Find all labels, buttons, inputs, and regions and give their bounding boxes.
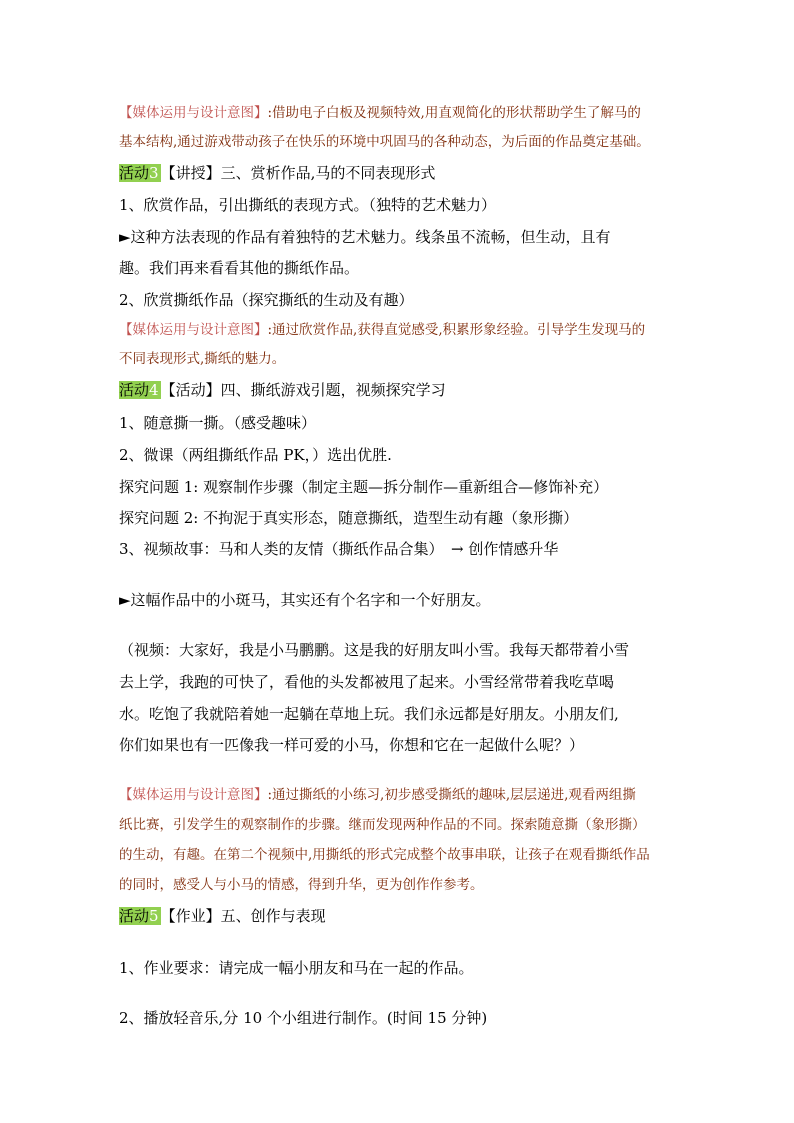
body-text: 2、微课（两组撕纸作品 PK，）选出优胜. — [119, 446, 392, 464]
activity-number: 5 — [149, 907, 159, 925]
body-text: 探究问题 2: 不拘泥于真实形态，随意撕纸，造型生动有趣（象形撕） — [119, 509, 579, 527]
body-text: 1、欣赏作品，引出撕纸的表现方式。（独特的艺术魅力） — [119, 196, 497, 214]
activity-tag — [119, 381, 161, 399]
body-text-line — [119, 539, 558, 559]
design-note-text: 的同时，感受人与小马的情感，得到升华，更为创作作参考。 — [119, 877, 484, 893]
body-text-line — [119, 958, 474, 978]
body-text: 1、作业要求：请完成一幅小朋友和马在一起的作品。 — [119, 959, 474, 977]
body-text-line — [119, 477, 608, 497]
body-text: 2、欣赏撕纸作品（探究撕纸的生动及有趣） — [119, 291, 414, 309]
body-text: 趣。我们再来看看其他的撕纸作品。 — [119, 259, 360, 277]
body-text-line — [119, 704, 619, 724]
design-note-label: 【媒体运用与设计意图】 — [119, 105, 268, 121]
body-text: 3、视频故事：马和人类的友情（撕纸作品合集） → 创作情感升华 — [119, 540, 559, 558]
design-note-text: 纸比赛，引发学生的观察制作的步骤。继而发现两种作品的不同。探索随意撕（象形撕） — [119, 817, 646, 833]
body-text-line — [119, 590, 491, 610]
body-text: 去上学，我跑的可快了，看他的头发都被甩了起来。小雪经常带着我吃草喝 — [119, 673, 615, 691]
activity-heading — [119, 380, 446, 400]
body-text: 水。吃饱了我就陪着她一起躺在草地上玩。我们永远都是好朋友。小朋友们, — [119, 705, 619, 723]
activity-number: 4 — [149, 381, 159, 399]
design-note-line — [119, 815, 646, 835]
body-text-line — [119, 1008, 487, 1028]
activity-number: 3 — [149, 164, 159, 182]
activity-title: 【讲授】三、赏析作品,马的不同表现形式 — [160, 164, 436, 182]
design-note-text: 基本结构,通过游戏带动孩子在快乐的环境中巩固马的各种动态，为后面的作品奠定基础。 — [119, 134, 650, 150]
body-text-line — [119, 672, 614, 692]
body-text-line — [119, 290, 414, 310]
activity-heading — [119, 163, 435, 183]
body-text-line — [119, 640, 629, 660]
body-text-line — [119, 508, 578, 528]
body-text-line — [119, 195, 496, 215]
activity-title: 【作业】五、创作与表现 — [160, 907, 326, 925]
body-text: ►这幅作品中的小斑马，其实还有个名字和一个好朋友。 — [119, 591, 491, 609]
design-note-line — [119, 875, 484, 895]
design-note-label: 【媒体运用与设计意图】 — [119, 322, 268, 338]
body-text: （视频：大家好，我是小马鹏鹏。这是我的好朋友叫小雪。我每天都带着小雪 — [119, 641, 630, 659]
body-text-line — [119, 445, 392, 465]
body-text: ►这种方法表现的作品有着独特的艺术魅力。线条虽不流畅，但生动，且有 — [119, 228, 611, 246]
body-text-line — [119, 227, 611, 247]
body-text-line — [119, 735, 584, 755]
design-note-text: :通过撕纸的小练习,初步感受撕纸的趣味,层层递进,观看两组撕 — [267, 787, 636, 803]
body-text: 你们如果也有一匹像我一样可爱的小马，你想和它在一起做什么呢？） — [119, 736, 585, 754]
body-text: 1、随意撕一撕。（感受趣味） — [119, 414, 317, 432]
activity-tag-word: 活动 — [119, 381, 150, 399]
activity-tag-word: 活动 — [119, 907, 150, 925]
body-text-line — [119, 258, 359, 278]
design-note-label: 【媒体运用与设计意图】 — [119, 787, 268, 803]
activity-tag-word: 活动 — [119, 164, 150, 182]
body-text: 探究问题 1: 观察制作步骤（制定主题—拆分制作—重新组合—修饰补充） — [119, 478, 609, 496]
design-note-line — [119, 349, 285, 369]
activity-tag — [119, 907, 161, 925]
activity-title: 【活动】四、撕纸游戏引题，视频探究学习 — [160, 381, 446, 399]
body-text-line — [119, 413, 316, 433]
activity-heading — [119, 906, 326, 926]
design-note-text: :借助电子白板及视频特效,用直观简化的形状帮助学生了解马的 — [267, 105, 641, 121]
design-note-text: 的生动，有趣。在第二个视频中,用撕纸的形式完成整个故事串联，让孩子在观看撕纸作品 — [119, 847, 650, 863]
design-note-line — [119, 845, 650, 865]
design-note-line — [119, 320, 645, 340]
body-text: 2、播放轻音乐,分 10 个小组进行制作。(时间 15 分钟) — [119, 1009, 488, 1027]
design-note-text: 不同表现形式,撕纸的魅力。 — [119, 351, 286, 367]
design-note-line — [119, 103, 641, 123]
activity-tag — [119, 164, 161, 182]
design-note-line — [119, 785, 636, 805]
design-note-line — [119, 132, 650, 152]
design-note-text: :通过欣赏作品,获得直觉感受,积累形象经验。引导学生发现马的 — [267, 322, 646, 338]
